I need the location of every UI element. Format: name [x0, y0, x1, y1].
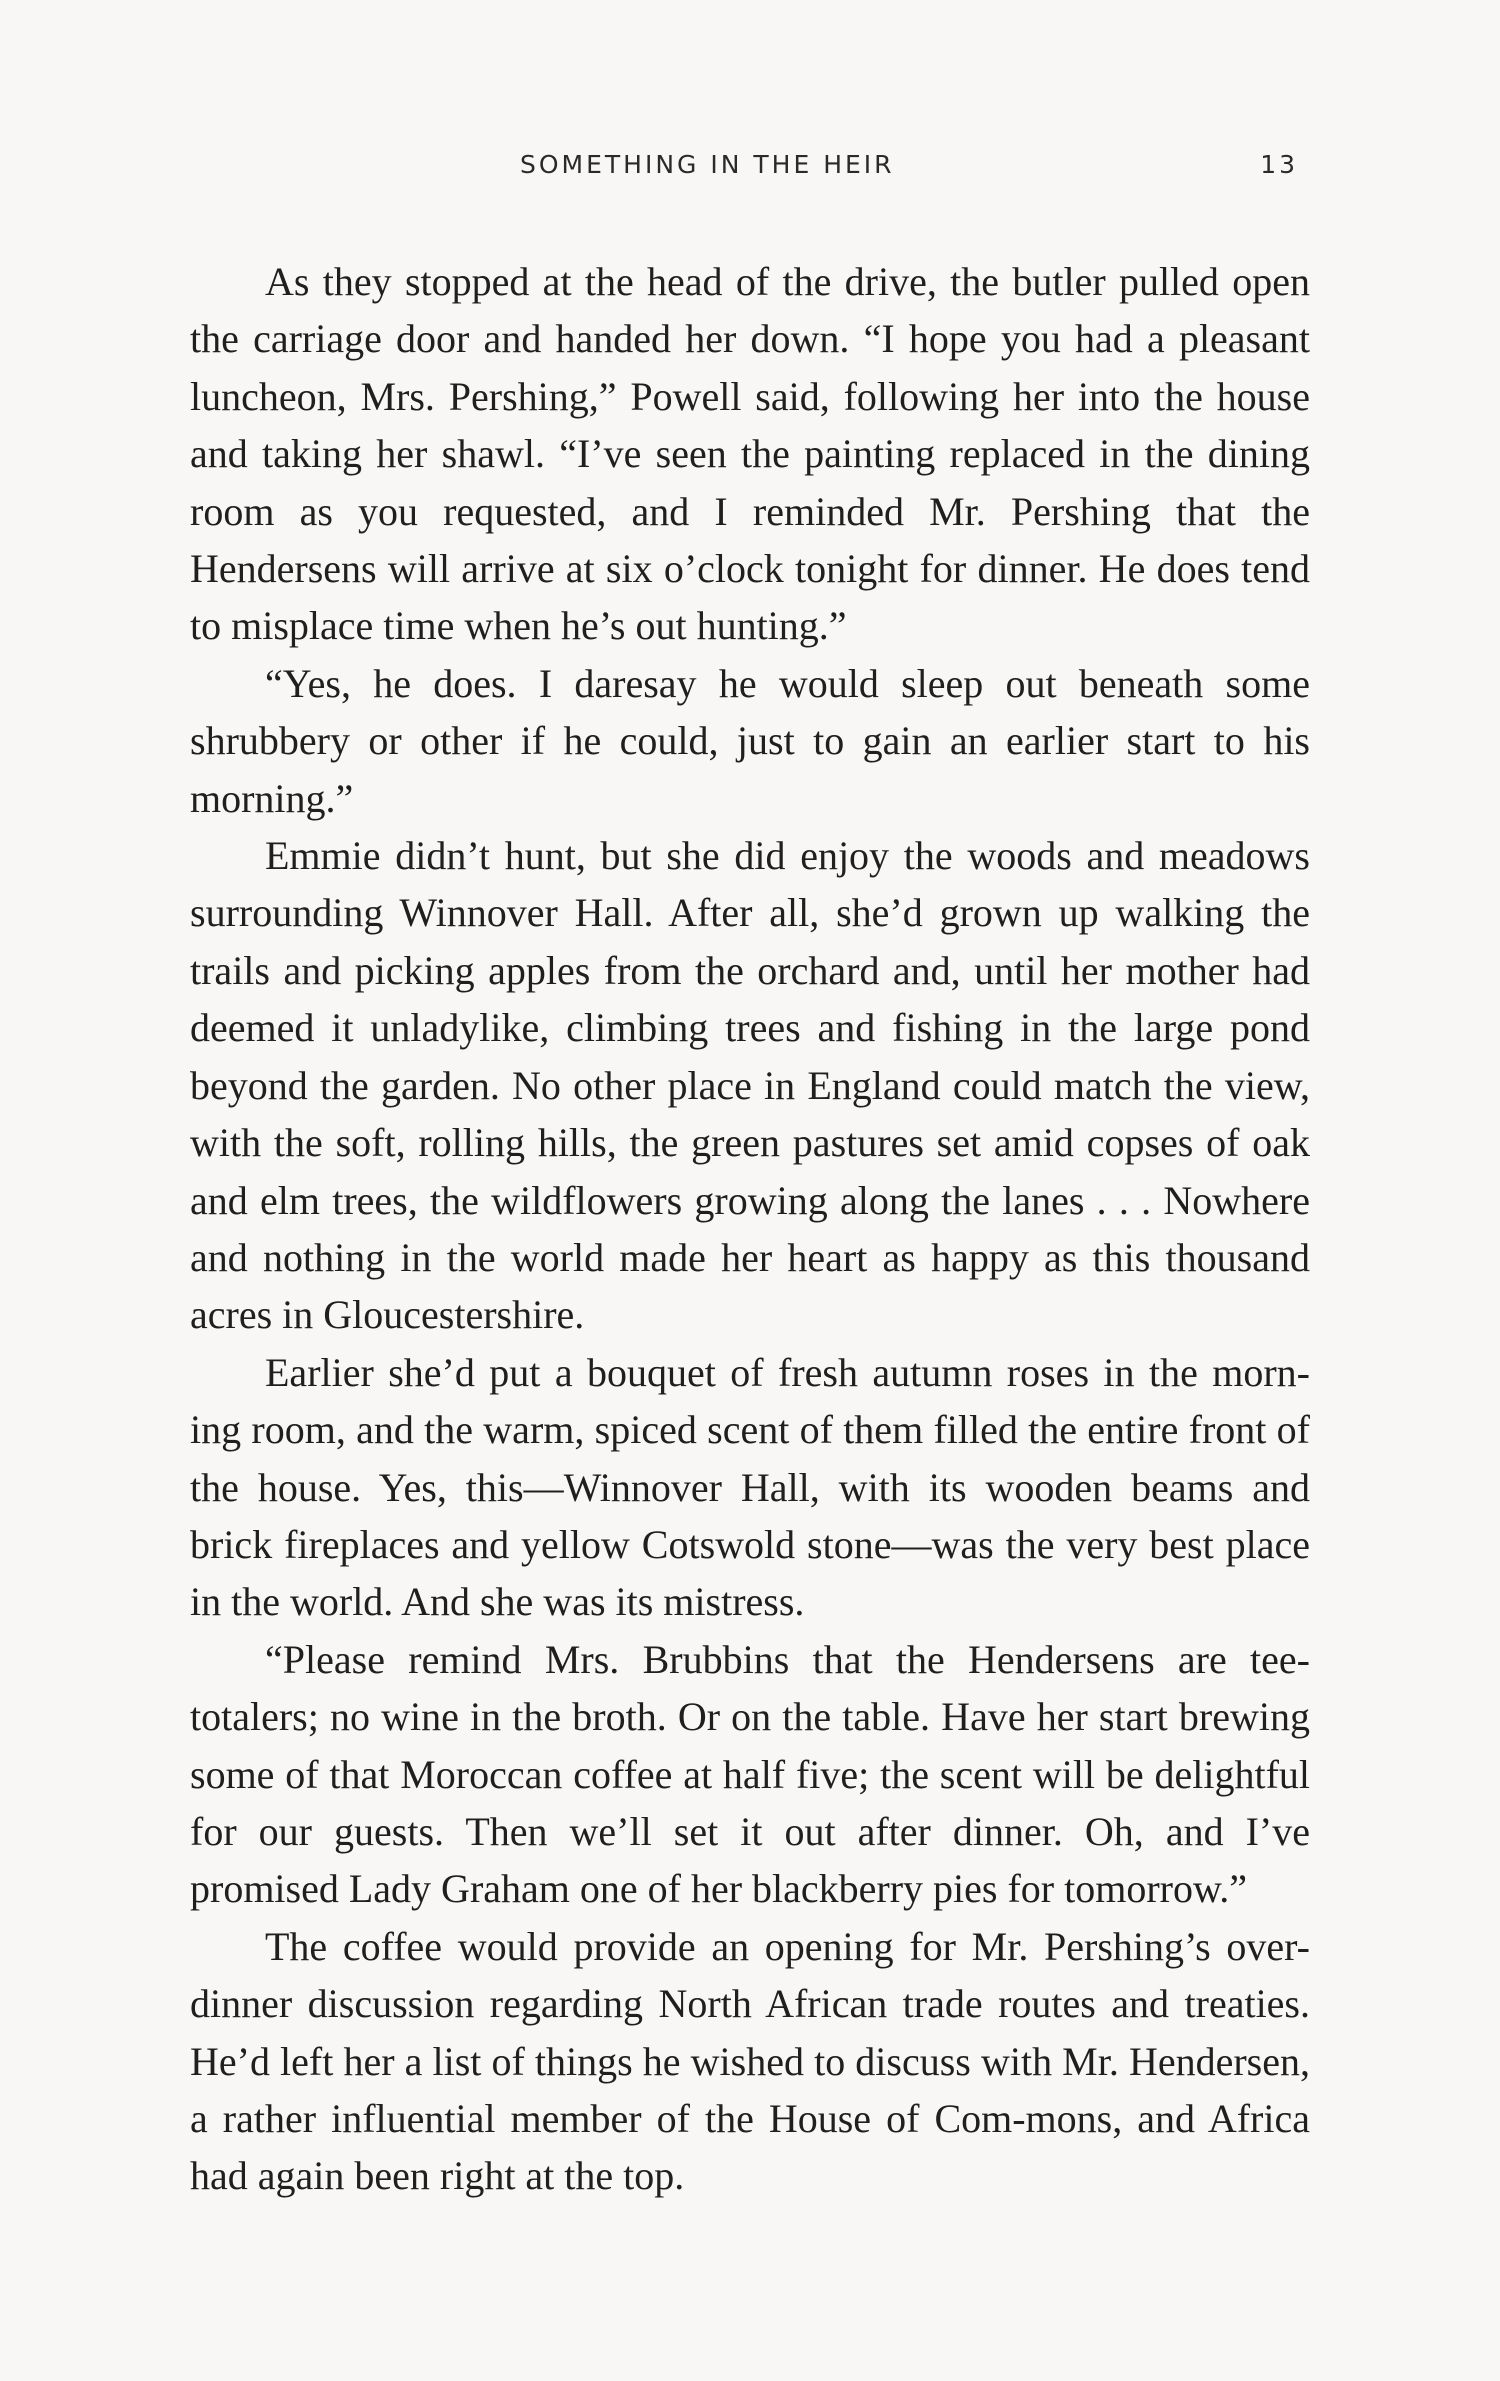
body-text: [190, 253, 1310, 2205]
paragraph-6: The coffee would provide an opening for Mr. Pershing’s over-dinner discussion regarding North African trade routes and treaties. He’d left her a list of things he wished to discuss with Mr. Hendersen, a rather influential member of the House of Com-mons, and Africa had again been right at the top.: [190, 1923, 1310, 2199]
running-title: SOMETHING IN THE HEIR: [520, 150, 895, 179]
paragraph-1: As they stopped at the head of the drive, the butler pulled open the carriage door and handed her down. “I hope you had a pleasant luncheon, Mrs. Pershing,” Powell said, following her into the house and taking her shawl. “I’ve seen the painting replaced in the dining room as you requested, and I reminded Mr. Pershing that the Hendersens will arrive at six o’clock tonight for dinner. He does tend to misplace time when he’s out hunting.”: [190, 259, 1310, 649]
paragraph-3: Emmie didn’t hunt, but she did enjoy the woods and meadows surrounding Winnover Hall. After all, she’d grown up walking the trails and picking apples from the orchard and, until her mother had deemed it unladylike, climbing trees and fishing in the large pond beyond the garden. No other place in England could match the view, with the soft, rolling hills, the green pastures set amid copses of oak and elm trees, the wildflowers growing along the lanes . . . Nowhere and nothing in the world made her heart as happy as this thousand acres in Gloucestershire.: [190, 833, 1310, 1338]
paragraph-5: “Please remind Mrs. Brubbins that the Hendersens are tee-totalers; no wine in the broth. Or on the table. Have her start brewing some of that Moroccan coffee at half five; the scent will be delightful for our guests. Then we’ll set it out after dinner. Oh, and I’ve promised Lady Graham one of her blackberry pies for tomorrow.”: [190, 1636, 1310, 1912]
page-number: 13: [1260, 150, 1298, 179]
paragraph-2: “Yes, he does. I daresay he would sleep out beneath some shrubbery or other if he could, just to gain an earlier start to his morning.”: [190, 660, 1310, 821]
running-header: [190, 150, 1310, 190]
paragraph-4: Earlier she’d put a bouquet of fresh autumn roses in the morn-ing room, and the warm, spiced scent of them filled the entire front of the house. Yes, this—Winnover Hall, with its wooden beams and brick fireplaces and yellow Cotswold stone—was the very best place in the world. And she was its mistress.: [190, 1349, 1310, 1625]
